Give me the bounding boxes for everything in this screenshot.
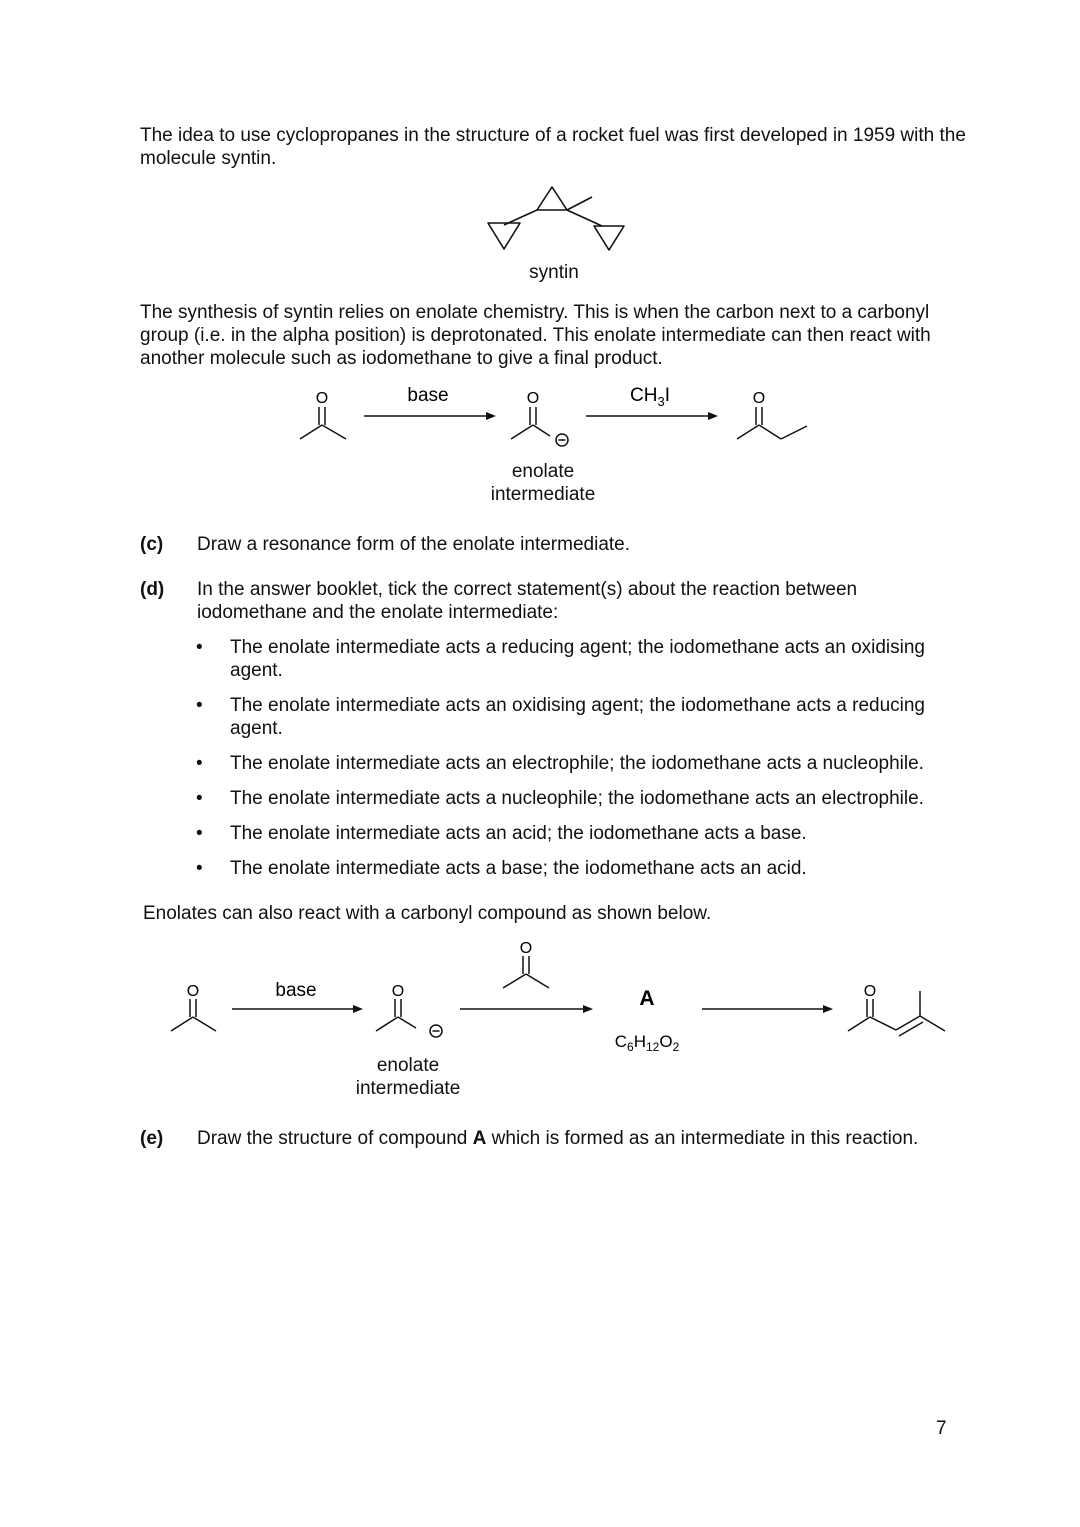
oxygen-label: O <box>863 983 877 1000</box>
question-d <box>140 578 980 626</box>
reagent-base-label: base <box>407 385 449 406</box>
reagent-iodomethane-label: $CH_3I$ <box>630 385 670 409</box>
reaction-scheme-2 <box>150 935 960 1054</box>
question-text: Draw a resonance form of the enolate intermediate. <box>197 534 631 555</box>
enolate-paragraph: The synthesis of syntin relies on enolate chemistry. This is when the carbon next to a carbonyl group (i.e. in the alpha position) is deprotonated. This enolate intermediate can then react with another molecule such as iodomethane to give a final product. <box>140 302 931 369</box>
bullet-icon: • <box>196 858 203 879</box>
oxygen-label: O <box>519 940 533 957</box>
question-text: In the answer booklet, tick the correct statement(s) about the reaction between iodomethane and the enolate intermediate: <box>197 579 858 623</box>
question-number: (c) <box>140 534 164 555</box>
intro-paragraph: The idea to use cyclopropanes in the structure of a rocket fuel was first developed in 1959 with the molecule syntin. <box>140 125 966 169</box>
reaction-scheme-1 <box>280 378 820 453</box>
page-number: 7 <box>936 1418 947 1439</box>
oxygen-label: O <box>752 390 766 407</box>
compound-a-formula: $C_6H_{12}O_2$ <box>614 1032 680 1054</box>
syntin-structure <box>480 180 630 255</box>
oxygen-label: O <box>186 983 200 1000</box>
syntin-label: syntin <box>529 262 579 283</box>
oxygen-label: O <box>526 390 540 407</box>
bullet-icon: • <box>196 753 203 774</box>
bullet-icon: • <box>196 788 203 809</box>
question-number: (d) <box>140 579 165 600</box>
bullet-icon: • <box>196 823 203 844</box>
reagent-base-label: base <box>275 980 317 1001</box>
enolate-intermediate-label-2: enolate intermediate <box>355 1055 461 1099</box>
oxygen-label: O <box>391 983 405 1000</box>
question-c <box>140 533 980 557</box>
question-text: Draw the structure of compound A which is formed as an intermediate in this reaction. <box>197 1128 919 1149</box>
bullet-icon: • <box>196 637 203 658</box>
compound-a-label: A <box>639 987 655 1010</box>
carbonyl-paragraph: Enolates can also react with a carbonyl compound as shown below. <box>143 903 712 924</box>
bullet-icon: • <box>196 695 203 716</box>
oxygen-label: O <box>315 390 329 407</box>
question-e <box>140 1127 1000 1151</box>
question-number: (e) <box>140 1128 164 1149</box>
enolate-intermediate-label-1: enolate intermediate <box>490 461 596 505</box>
